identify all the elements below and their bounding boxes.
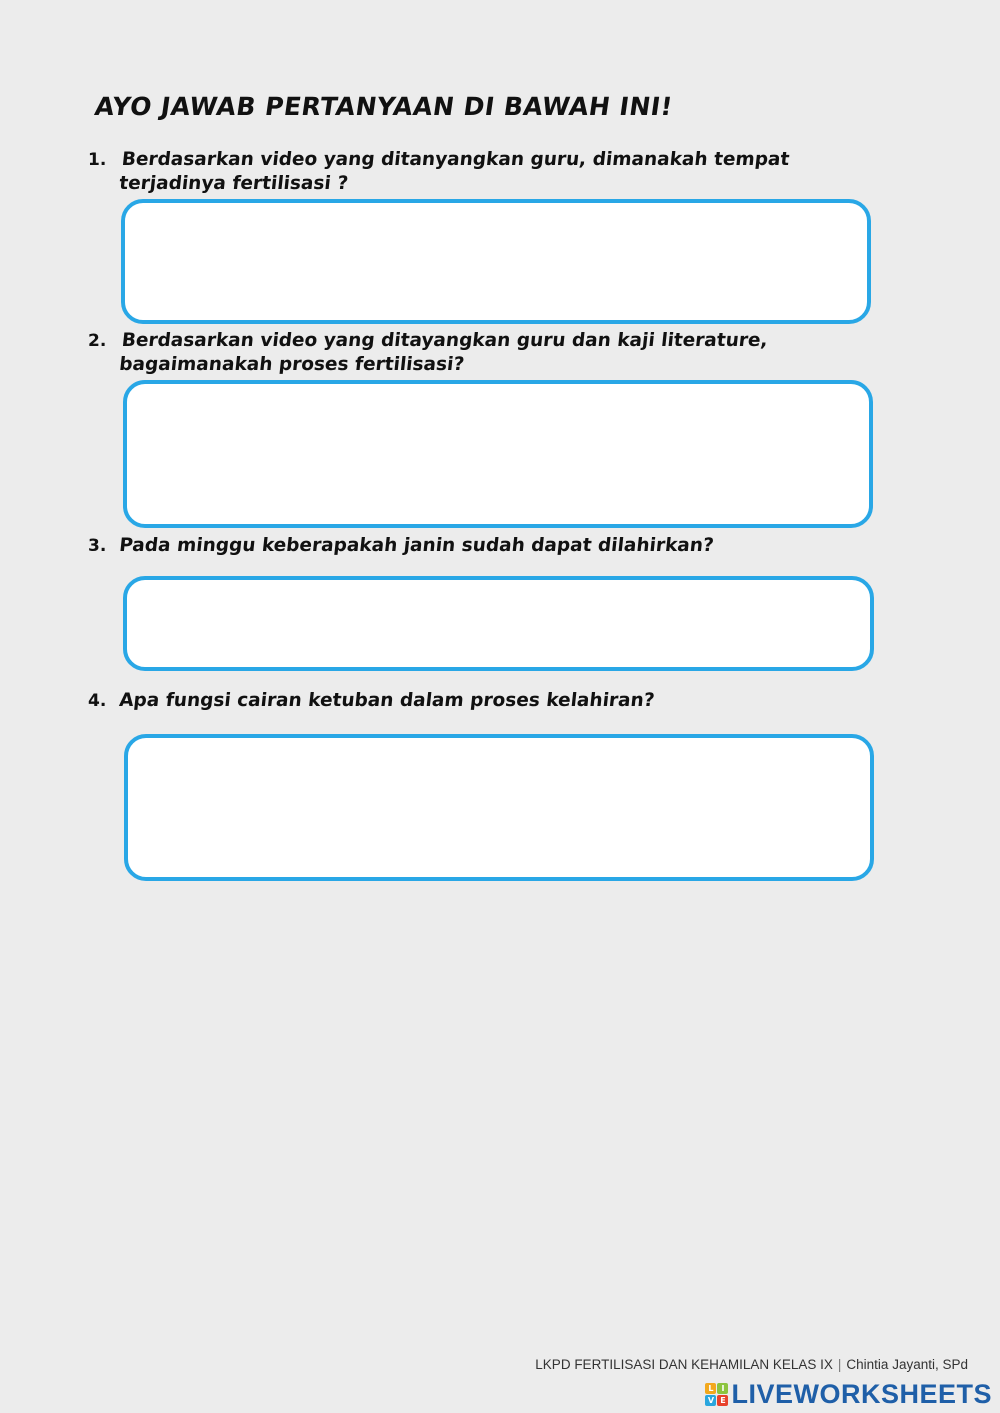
logo-letter: V xyxy=(705,1395,716,1406)
question-1-number: 1. xyxy=(88,150,107,170)
footer-credit xyxy=(535,1357,968,1372)
question-2-text: Berdasarkan video yang ditayangkan guru dan kaji literature, bagaimanakah proses fertilisasi? xyxy=(118,330,769,375)
footer-separator: | xyxy=(837,1357,842,1372)
question-2-number: 2. xyxy=(88,331,107,351)
question-2 xyxy=(88,329,898,377)
logo-letter: E xyxy=(717,1395,728,1406)
answer-box-2[interactable] xyxy=(123,380,873,528)
liveworksheets-brand[interactable] xyxy=(705,1377,992,1411)
answer-box-4[interactable] xyxy=(124,734,874,881)
footer-worksheet-name: LKPD FERTILISASI DAN KEHAMILAN KELAS IX xyxy=(535,1357,833,1372)
logo-letter: L xyxy=(705,1383,716,1394)
question-3 xyxy=(88,534,898,558)
logo-letter: I xyxy=(717,1383,728,1394)
question-4-text: Apa fungsi cairan ketuban dalam proses kelahiran? xyxy=(118,690,656,711)
question-4-number: 4. xyxy=(88,691,107,711)
question-4 xyxy=(88,689,898,713)
answer-box-3[interactable] xyxy=(123,576,874,671)
liveworksheets-wordmark: LIVEWORKSHEETS xyxy=(731,1378,992,1409)
question-1-text: Berdasarkan video yang ditanyangkan guru, dimanakah tempat terjadinya fertilisasi ? xyxy=(118,149,791,194)
worksheet-title: AYO JAWAB PERTANYAAN DI BAWAH INI! xyxy=(92,92,675,121)
footer-author: Chintia Jayanti, SPd xyxy=(846,1357,968,1372)
question-3-text: Pada minggu keberapakah janin sudah dapat dilahirkan? xyxy=(118,535,715,556)
liveworksheets-logo-icon xyxy=(705,1383,728,1406)
answer-box-1[interactable] xyxy=(121,199,871,324)
question-3-number: 3. xyxy=(88,536,107,556)
question-1 xyxy=(88,148,898,196)
